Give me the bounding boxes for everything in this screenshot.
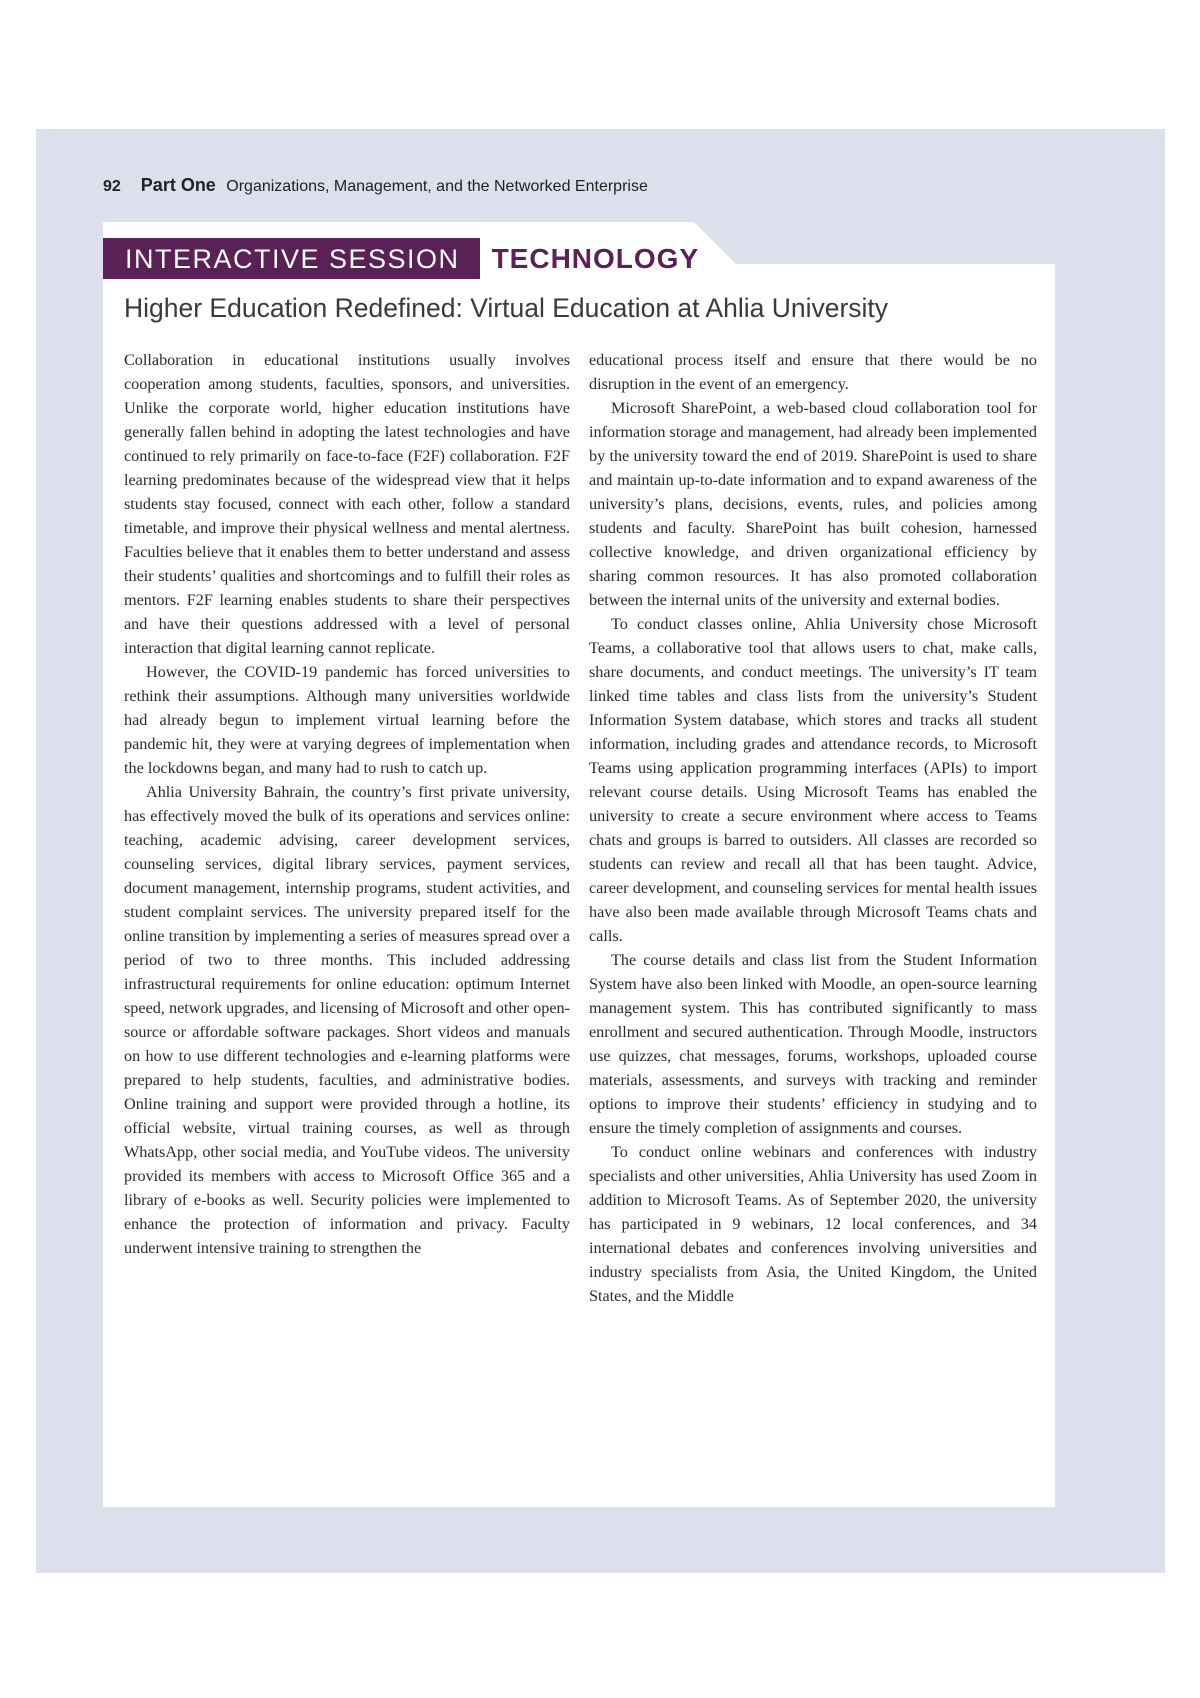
session-banner xyxy=(103,238,699,279)
paragraph: Microsoft SharePoint, a web-based cloud collaboration tool for information storage and management, had already been implemented by the university toward the end of 2019. SharePoint is used to share and maintain up-to-date information and to expand awareness of the university’s plans, decisions, events, rules, and policies among students and faculty. SharePoint has built cohesion, harnessed collective knowledge, and driven organizational efficiency by sharing common resources. It has also promoted collaboration between the internal units of the university and external bodies. xyxy=(589,399,1037,609)
paragraph: To conduct online webinars and conferences with industry specialists and other universities, Ahlia University has used Zoom in addition to Microsoft Teams. As of September 2020, the university has participated in 9 webinars, 12 local conferences, and 34 international debates and conferences involving universities and industry specialists from Asia, the United Kingdom, the United States, and the Middle xyxy=(589,1143,1037,1305)
part-title: Organizations, Management, and the Networked Enterprise xyxy=(226,178,648,195)
session-label: INTERACTIVE SESSION xyxy=(103,238,480,279)
page-number: 92 xyxy=(103,178,121,195)
paragraph: The course details and class list from the Student Information System have also been linked with Moodle, an open-source learning management system. This has contributed significantly to mass enrollment and secured authentication. Through Moodle, instructors use quizzes, chat messages, forums, workshops, uploaded course materials, assessments, and surveys with tracking and reminder options to improve their students’ efficiency in studying and to ensure the timely completion of assignments and courses. xyxy=(589,951,1037,1137)
paragraph: Collaboration in educational institutions usually involves cooperation among students, faculties, sponsors, and universities. Unlike the corporate world, higher education institutions have generally fallen behind in adopting the latest technologies and have continued to rely primarily on face-to-face (F2F) collaboration. F2F learning predominates because of the widespread view that it helps students stay focused, connect with each other, follow a standard timetable, and improve their physical wellness and mental alertness. Faculties believe that it enables them to better understand and assess their students’ qualities and shortcomings and to fulfill their roles as mentors. F2F learning enables students to share their perspectives and have their questions addressed with a level of personal interaction that digital learning cannot replicate. xyxy=(124,351,570,657)
session-category: TECHNOLOGY xyxy=(491,243,700,274)
paragraph: educational process itself and ensure that there would be no disruption in the event of an emergency. xyxy=(589,351,1037,393)
part-label: Part One xyxy=(140,175,216,195)
running-head xyxy=(103,175,648,199)
paragraph: Ahlia University Bahrain, the country’s first private university, has effectively moved the bulk of its operations and services online: teaching, academic advising, career development services, counseling services, digital library services, payment services, document management, internship programs, student activities, and student complaint services. The university prepared itself for the online transition by implementing a series of measures spread over a period of two to three months. This included addressing infrastructural requirements for online education: optimum Internet speed, network upgrades, and licensing of Microsoft and other open-source or affordable software packages. Short videos and manuals on how to use different technologies and e-learning platforms were prepared to help students, faculties, and administrative bodies. Online training and support were provided through a hotline, its official website, virtual training courses, as well as through WhatsApp, other social media, and YouTube videos. The university provided its members with access to Microsoft Office 365 and a library of e-books as well. Security policies were implemented to enhance the protection of information and privacy. Faculty underwent intensive training to strengthen the xyxy=(124,783,570,1257)
paragraph: To conduct classes online, Ahlia University chose Microsoft Teams, a collaborative tool that allows users to chat, make calls, share documents, and conduct meetings. The university’s IT team linked time tables and class lists from the university’s Student Information System database, which stores and tracks all student information, including grades and attendance records, to Microsoft Teams using application programming interfaces (APIs) to import relevant course details. Using Microsoft Teams has enabled the university to create a secure environment where access to Teams chats and groups is barred to outsiders. All classes are recorded so students can review and recall all that has been taught. Advice, career development, and counseling services for mental health issues have also been made available through Microsoft Teams chats and calls. xyxy=(589,615,1037,945)
paragraph: However, the COVID-19 pandemic has forced universities to rethink their assumptions. Although many universities worldwide had already begun to implement virtual learning before the pandemic hit, they were at varying degrees of implementation when the lockdowns began, and many had to rush to catch up. xyxy=(124,663,570,777)
article-title: Higher Education Redefined: Virtual Education at Ahlia University xyxy=(124,293,889,323)
right-column xyxy=(589,348,1037,1308)
left-column xyxy=(124,348,570,1260)
